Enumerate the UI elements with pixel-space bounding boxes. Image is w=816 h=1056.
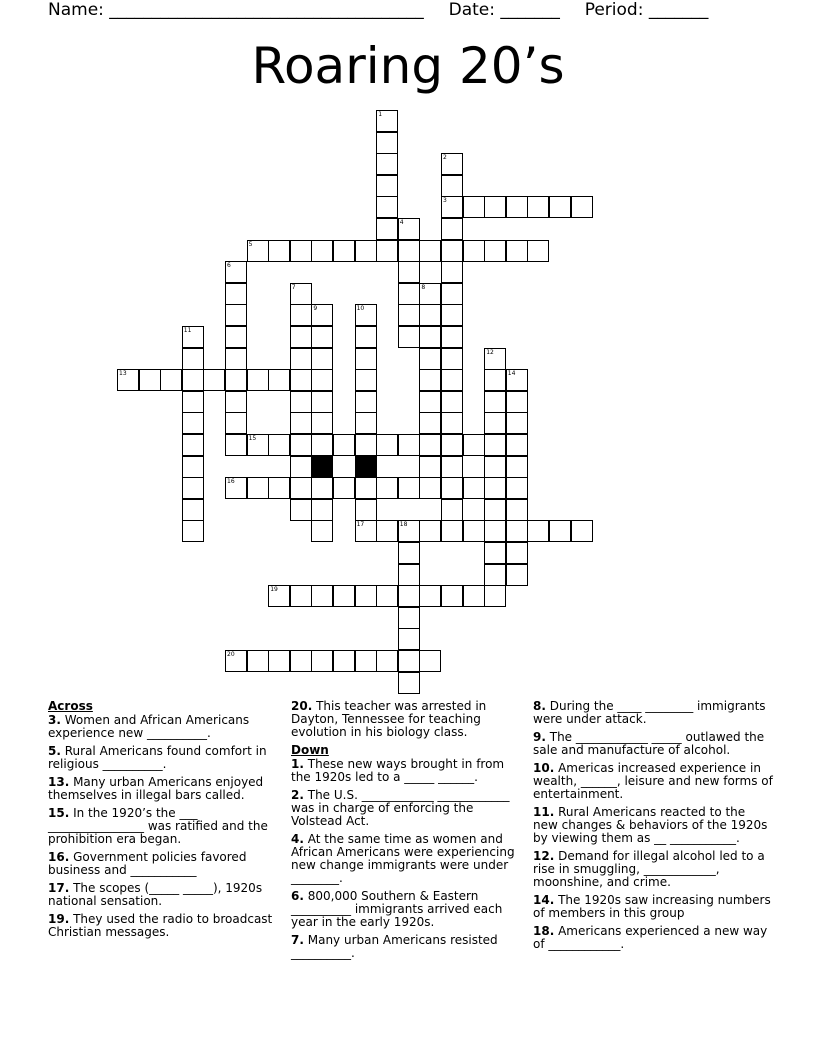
grid-cell[interactable] — [311, 434, 333, 456]
clue-item-number: 3. — [48, 713, 61, 727]
grid-cell[interactable] — [333, 240, 355, 262]
grid-cell[interactable] — [441, 175, 463, 197]
grid-cell[interactable] — [333, 434, 355, 456]
grid-cell[interactable] — [247, 434, 269, 456]
name-blank[interactable]: _____________________________________ — [109, 0, 424, 20]
clue-item-text: This teacher was arrested in Dayton, Tennessee for teaching evolution in his biology class. — [291, 699, 487, 739]
grid-cell[interactable] — [355, 304, 377, 326]
clue-section-heading: Down — [291, 743, 329, 757]
clue-item-number: 11. — [533, 805, 555, 819]
grid-cell[interactable] — [333, 477, 355, 499]
grid-cell[interactable] — [441, 153, 463, 175]
grid-cell[interactable] — [290, 326, 312, 348]
clue-item — [291, 700, 526, 739]
grid-cell[interactable] — [506, 456, 528, 478]
grid-cell[interactable] — [139, 369, 161, 391]
date-blank[interactable]: _______ — [500, 0, 560, 20]
grid-cell[interactable] — [484, 434, 506, 456]
grid-cell[interactable] — [419, 477, 441, 499]
clue-number: 15 — [248, 435, 257, 442]
grid-cell[interactable] — [290, 499, 312, 521]
grid-cell[interactable] — [484, 520, 506, 542]
grid-cell[interactable] — [376, 175, 398, 197]
clue-item — [533, 700, 773, 726]
grid-cell[interactable] — [290, 412, 312, 434]
grid-cell[interactable] — [398, 650, 420, 672]
grid-cell[interactable] — [506, 412, 528, 434]
grid-cell[interactable] — [311, 585, 333, 607]
grid-cell[interactable] — [290, 585, 312, 607]
grid-cell[interactable] — [225, 283, 247, 305]
clue-item — [291, 890, 526, 929]
clue-item-text: The U.S. ____________ ____________ was in charge of enforcing the Volstead Act. — [291, 788, 510, 828]
clue-item-number: 7. — [291, 933, 304, 947]
clue-number: 18 — [399, 521, 408, 529]
grid-cell[interactable] — [506, 434, 528, 456]
clue-number: 19 — [270, 586, 278, 594]
clue-item-text: The scopes (_____ _____), 1920s national sensation. — [48, 881, 263, 908]
clue-item-text: The ____________ _____ outlawed the sale and manufacture of alcohol. — [533, 730, 765, 757]
grid-cell[interactable] — [376, 196, 398, 218]
clue-item-text: Rural Americans reacted to the new changes & behaviors of the 1920s by viewing them as __ ___________. — [533, 805, 768, 845]
grid-cell[interactable] — [355, 391, 377, 413]
grid-cell[interactable] — [290, 283, 312, 305]
grid-cell[interactable] — [441, 520, 463, 542]
grid-cell[interactable] — [398, 218, 420, 240]
clue-item-text: Americas increased experience in wealth, ______, leisure and new forms of entertainment. — [533, 761, 773, 801]
clue-number: 3 — [443, 197, 447, 205]
clue-item-text: The 1920s saw increasing numbers of members in this group — [533, 893, 771, 920]
clue-item-number: 17. — [48, 881, 70, 895]
grid-cell[interactable] — [441, 412, 463, 434]
grid-cell[interactable] — [333, 585, 355, 607]
grid-cell[interactable] — [484, 542, 506, 564]
grid-cell[interactable] — [311, 326, 333, 348]
grid-cell[interactable] — [441, 391, 463, 413]
clues-column-3 — [533, 700, 773, 956]
grid-cell[interactable] — [225, 304, 247, 326]
grid-cell[interactable] — [311, 304, 333, 326]
clue-number: 2 — [443, 154, 447, 162]
grid-cell[interactable] — [182, 369, 204, 391]
clue-item-number: 8. — [533, 699, 546, 713]
clue-item — [291, 934, 526, 960]
clue-item — [48, 776, 283, 802]
name-label: Name: — [48, 0, 104, 20]
grid-cell[interactable] — [398, 477, 420, 499]
grid-cell[interactable] — [506, 520, 528, 542]
grid-cell[interactable] — [484, 348, 506, 370]
clue-number: 9 — [313, 305, 318, 313]
grid-cell[interactable] — [290, 434, 312, 456]
grid-cell[interactable] — [290, 477, 312, 499]
clue-item-text: Demand for illegal alcohol led to a rise in smuggling, ____________, moonshine, and crime. — [533, 849, 765, 889]
grid-cell[interactable] — [398, 240, 420, 262]
grid-cell[interactable] — [247, 477, 269, 499]
grid-cell[interactable] — [376, 520, 398, 542]
grid-cell[interactable] — [182, 520, 204, 542]
grid-cell[interactable] — [376, 434, 398, 456]
clue-number: 4 — [399, 219, 404, 226]
grid-cell[interactable] — [376, 650, 398, 672]
clue-number: 1 — [378, 111, 383, 118]
clue-item-text: Women and African Americans experience new __________. — [48, 713, 250, 740]
grid-cell[interactable] — [484, 477, 506, 499]
grid-cell[interactable] — [419, 348, 441, 370]
grid-cell[interactable] — [549, 196, 571, 218]
grid-cell[interactable] — [419, 326, 441, 348]
grid-cell[interactable] — [376, 218, 398, 240]
clue-item — [533, 925, 773, 951]
date-label: Date: — [448, 0, 495, 20]
grid-cell[interactable] — [355, 326, 377, 348]
clue-item-number: 4. — [291, 832, 304, 846]
grid-cell[interactable] — [117, 369, 139, 391]
grid-cell[interactable] — [398, 520, 420, 542]
grid-cell[interactable] — [225, 477, 247, 499]
grid-cell[interactable] — [355, 499, 377, 521]
grid-cell[interactable] — [398, 304, 420, 326]
grid-cell[interactable] — [484, 564, 506, 586]
grid-cell[interactable] — [182, 326, 204, 348]
grid-cell[interactable] — [247, 240, 269, 262]
grid-cell[interactable] — [268, 434, 290, 456]
grid-cell[interactable] — [290, 348, 312, 370]
grid-cell[interactable] — [398, 672, 420, 694]
grid-cell[interactable] — [376, 153, 398, 175]
black-cell — [311, 456, 333, 478]
clue-item-number: 15. — [48, 806, 70, 820]
clue-item-number: 19. — [48, 912, 70, 926]
grid-cell[interactable] — [441, 348, 463, 370]
clue-section-heading: Across — [48, 699, 93, 713]
grid-cell[interactable] — [419, 434, 441, 456]
clue-item-text: Government policies favored business and ___________ — [48, 850, 247, 877]
grid-cell[interactable] — [419, 304, 441, 326]
grid-cell[interactable] — [355, 477, 377, 499]
grid-cell[interactable] — [506, 542, 528, 564]
clue-number: 5 — [248, 240, 253, 248]
grid-cell[interactable] — [225, 412, 247, 434]
period-label: Period: — [584, 0, 644, 20]
grid-cell[interactable] — [225, 261, 247, 283]
grid-cell[interactable] — [506, 369, 528, 391]
clue-number: 10 — [356, 305, 365, 313]
grid-cell[interactable] — [182, 499, 204, 521]
grid-cell[interactable] — [311, 369, 333, 391]
grid-cell[interactable] — [311, 499, 333, 521]
grid-cell[interactable] — [463, 434, 485, 456]
grid-cell[interactable] — [268, 369, 290, 391]
grid-cell[interactable] — [225, 348, 247, 370]
grid-cell[interactable] — [290, 304, 312, 326]
grid-cell[interactable] — [441, 218, 463, 240]
grid-cell[interactable] — [441, 196, 463, 218]
clue-number: 11 — [183, 327, 192, 334]
grid-cell[interactable] — [484, 499, 506, 521]
clue-item-number: 9. — [533, 730, 546, 744]
grid-cell[interactable] — [160, 369, 182, 391]
grid-cell[interactable] — [225, 434, 247, 456]
clue-item — [48, 745, 283, 771]
grid-cell[interactable] — [225, 650, 247, 672]
grid-cell[interactable] — [290, 240, 312, 262]
grid-cell[interactable] — [419, 650, 441, 672]
grid-cell[interactable] — [419, 585, 441, 607]
grid-cell[interactable] — [376, 132, 398, 154]
grid-cell[interactable] — [441, 369, 463, 391]
clue-item-text: These new ways brought in from the 1920s led to a _____ ______. — [291, 757, 505, 784]
clue-item — [533, 806, 773, 845]
grid-cell[interactable] — [182, 348, 204, 370]
grid-cell[interactable] — [333, 650, 355, 672]
grid-cell[interactable] — [484, 456, 506, 478]
clue-item-number: 20. — [291, 699, 313, 713]
grid-cell[interactable] — [441, 477, 463, 499]
clues-column-1 — [48, 700, 283, 944]
clue-number: 13 — [119, 370, 127, 378]
grid-cell[interactable] — [441, 240, 463, 262]
grid-cell[interactable] — [571, 196, 593, 218]
grid-cell[interactable] — [225, 326, 247, 348]
grid-cell[interactable] — [419, 240, 441, 262]
clue-item-number: 18. — [533, 924, 555, 938]
clue-item-text: At the same time as women and African Americans were experiencing new change immigrants were under ________. — [291, 832, 515, 885]
grid-cell[interactable] — [355, 585, 377, 607]
clue-item — [291, 789, 526, 828]
clue-item-number: 5. — [48, 744, 61, 758]
grid-cell[interactable] — [290, 650, 312, 672]
clue-item-number: 10. — [533, 761, 555, 775]
clue-number: 16 — [227, 478, 235, 486]
grid-cell[interactable] — [419, 283, 441, 305]
grid-cell[interactable] — [398, 585, 420, 607]
clue-item — [533, 762, 773, 801]
grid-cell[interactable] — [311, 520, 333, 542]
grid-cell[interactable] — [398, 542, 420, 564]
grid-cell[interactable] — [268, 585, 290, 607]
grid-cell[interactable] — [290, 456, 312, 478]
grid-cell[interactable] — [463, 240, 485, 262]
grid-cell[interactable] — [225, 369, 247, 391]
clue-item — [533, 731, 773, 757]
grid-cell[interactable] — [506, 240, 528, 262]
clue-item-number: 13. — [48, 775, 70, 789]
grid-cell[interactable] — [376, 477, 398, 499]
grid-cell[interactable] — [441, 304, 463, 326]
clue-item — [291, 758, 526, 784]
grid-cell[interactable] — [355, 650, 377, 672]
grid-cell[interactable] — [484, 412, 506, 434]
grid-cell[interactable] — [419, 369, 441, 391]
grid-cell[interactable] — [290, 391, 312, 413]
grid-cell[interactable] — [398, 434, 420, 456]
grid-cell[interactable] — [506, 499, 528, 521]
grid-cell[interactable] — [247, 650, 269, 672]
clue-item-number: 14. — [533, 893, 555, 907]
grid-cell[interactable] — [441, 585, 463, 607]
clue-item-text: Many urban Americans resisted __________. — [291, 933, 498, 960]
grid-cell[interactable] — [268, 477, 290, 499]
grid-cell[interactable] — [247, 369, 269, 391]
clue-item-text: Many urban Americans enjoyed themselves in illegal bars called. — [48, 775, 264, 802]
clue-item-number: 12. — [533, 849, 555, 863]
clue-item-text: 800,000 Southern & Eastern __________ immigrants arrived each year in the early 1920s. — [291, 889, 503, 929]
grid-cell[interactable] — [441, 434, 463, 456]
clue-item — [48, 882, 283, 908]
grid-cell[interactable] — [311, 412, 333, 434]
grid-cell[interactable] — [398, 564, 420, 586]
grid-cell[interactable] — [311, 650, 333, 672]
grid-cell[interactable] — [419, 456, 441, 478]
grid-cell[interactable] — [182, 434, 204, 456]
clue-number: 20 — [227, 651, 235, 658]
clue-item — [533, 894, 773, 920]
grid-cell[interactable] — [441, 261, 463, 283]
grid-cell[interactable] — [484, 240, 506, 262]
clue-item-number: 2. — [291, 788, 304, 802]
clue-item-text: Americans experienced a new way of ____________. — [533, 924, 768, 951]
grid-cell[interactable] — [376, 585, 398, 607]
grid-cell[interactable] — [225, 391, 247, 413]
grid-cell[interactable] — [268, 240, 290, 262]
grid-cell[interactable] — [549, 520, 571, 542]
grid-cell[interactable] — [398, 607, 420, 629]
grid-cell[interactable] — [182, 391, 204, 413]
clue-item-text: During the ____ ________ immigrants were under attack. — [533, 699, 766, 726]
clue-number: 12 — [486, 348, 494, 356]
grid-cell[interactable] — [506, 391, 528, 413]
grid-cell[interactable] — [355, 348, 377, 370]
grid-cell[interactable] — [506, 477, 528, 499]
grid-cell[interactable] — [441, 499, 463, 521]
grid-cell[interactable] — [527, 196, 549, 218]
clue-item — [48, 714, 283, 740]
clue-item — [48, 807, 283, 846]
clue-item-text: In the 1920’s the ___ ________________ was ratified and the prohibition era began. — [48, 806, 268, 846]
page-title: Roaring 20’s — [251, 37, 565, 95]
grid-cell[interactable] — [441, 283, 463, 305]
clue-item — [533, 850, 773, 889]
grid-cell[interactable] — [463, 477, 485, 499]
grid-cell[interactable] — [441, 456, 463, 478]
grid-cell[interactable] — [398, 261, 420, 283]
clue-item — [48, 913, 283, 939]
clue-item-text: They used the radio to broadcast Christian messages. — [48, 912, 273, 939]
grid-cell[interactable] — [484, 196, 506, 218]
clue-number: 14 — [507, 370, 516, 378]
grid-cell[interactable] — [355, 240, 377, 262]
grid-cell[interactable] — [355, 412, 377, 434]
clue-item — [48, 851, 283, 877]
clue-item-text: Rural Americans found comfort in religious __________. — [48, 744, 267, 771]
clue-item-number: 16. — [48, 850, 70, 864]
grid-cell[interactable] — [203, 369, 225, 391]
grid-cell[interactable] — [311, 477, 333, 499]
grid-cell[interactable] — [463, 196, 485, 218]
grid-cell[interactable] — [268, 650, 290, 672]
grid-cell[interactable] — [484, 585, 506, 607]
grid-cell[interactable] — [311, 348, 333, 370]
grid-cell[interactable] — [182, 456, 204, 478]
grid-cell[interactable] — [376, 110, 398, 132]
grid-cell[interactable] — [398, 628, 420, 650]
grid-cell[interactable] — [419, 412, 441, 434]
clues-column-2 — [291, 700, 526, 965]
clue-item-number: 1. — [291, 757, 304, 771]
grid-cell[interactable] — [419, 391, 441, 413]
clue-item-number: 6. — [291, 889, 304, 903]
grid-cell[interactable] — [484, 391, 506, 413]
clue-number: 17 — [356, 521, 365, 529]
grid-cell[interactable] — [355, 369, 377, 391]
grid-cell[interactable] — [484, 369, 506, 391]
clue-number: 6 — [227, 262, 231, 270]
grid-cell[interactable] — [290, 369, 312, 391]
grid-cell[interactable] — [355, 520, 377, 542]
grid-cell[interactable] — [571, 520, 593, 542]
clue-number: 7 — [291, 283, 296, 291]
grid-cell[interactable] — [398, 283, 420, 305]
grid-cell[interactable] — [311, 240, 333, 262]
grid-cell[interactable] — [506, 564, 528, 586]
grid-cell[interactable] — [441, 326, 463, 348]
grid-cell[interactable] — [398, 326, 420, 348]
grid-cell[interactable] — [463, 585, 485, 607]
period-blank[interactable]: _______ — [648, 0, 709, 20]
clue-number: 8 — [421, 283, 426, 291]
grid-cell[interactable] — [182, 412, 204, 434]
black-cell — [355, 456, 377, 478]
grid-cell[interactable] — [527, 240, 549, 262]
grid-cell[interactable] — [506, 196, 528, 218]
grid-cell[interactable] — [182, 477, 204, 499]
grid-cell[interactable] — [527, 520, 549, 542]
clue-item — [291, 833, 526, 885]
grid-cell[interactable] — [463, 520, 485, 542]
grid-cell[interactable] — [419, 520, 441, 542]
grid-cell[interactable] — [376, 240, 398, 262]
grid-cell[interactable] — [355, 434, 377, 456]
grid-cell[interactable] — [311, 391, 333, 413]
